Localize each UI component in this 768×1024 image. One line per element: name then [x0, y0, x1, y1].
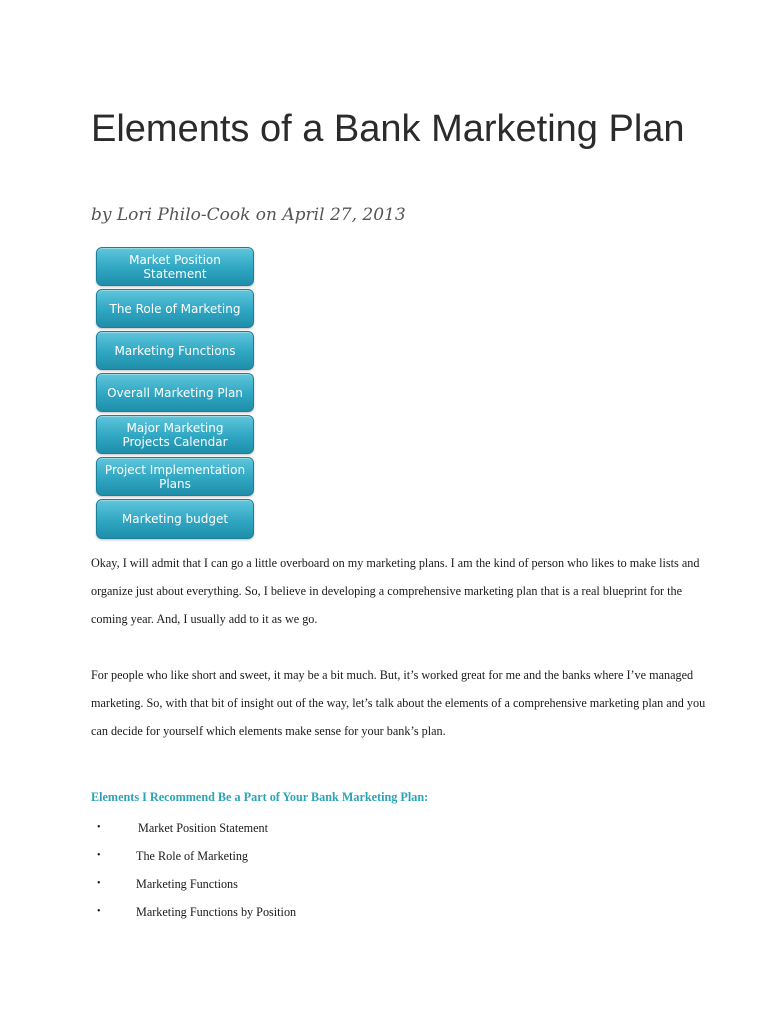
bullet-icon: • — [97, 850, 101, 861]
diagram-box-market-position: Market Position Statement — [96, 247, 254, 286]
diagram-box-role-of-marketing: The Role of Marketing — [96, 289, 254, 328]
bullet-icon: • — [97, 822, 101, 833]
article-byline: by Lori Philo-Cook on April 27, 2013 — [91, 205, 406, 225]
article-title: Elements of a Bank Marketing Plan — [91, 108, 685, 150]
intro-paragraph: Okay, I will admit that I can go a little overboard on my marketing plans. I am the kind of person who likes to make lists and organize just about everything. So, I believe in developing a comprehensive marketing plan that is a real blueprint for the coming year. And, I usually add to it as we go. — [91, 556, 700, 626]
list-item-text: The Role of Marketing — [136, 849, 249, 863]
section-subheading: Elements I Recommend Be a Part of Your Bank Marketing Plan: — [91, 790, 429, 804]
list-item-text: Market Position Statement — [138, 821, 268, 835]
diagram-box-implementation-plans: Project Implementation Plans — [96, 457, 254, 496]
list-item-text: Marketing Functions — [136, 877, 238, 891]
diagram-box-overall-plan: Overall Marketing Plan — [96, 373, 254, 412]
bullet-icon: • — [97, 878, 101, 889]
diagram-box-projects-calendar: Major Marketing Projects Calendar — [96, 415, 254, 454]
diagram-box-marketing-budget: Marketing budget — [96, 499, 254, 539]
list-item-text: Marketing Functions by Position — [136, 905, 297, 919]
diagram-box-marketing-functions: Marketing Functions — [96, 331, 254, 370]
bullet-icon: • — [97, 906, 101, 917]
marketing-plan-diagram — [96, 247, 254, 542]
second-paragraph: For people who like short and sweet, it may be a bit much. But, it’s worked great for me and the banks where I’ve managed marketing. So, with that bit of insight out of the way, let’s talk about the elements of a comprehensive marketing plan and you can decide for yourself which elements make sense for your bank’s plan. — [91, 668, 706, 738]
